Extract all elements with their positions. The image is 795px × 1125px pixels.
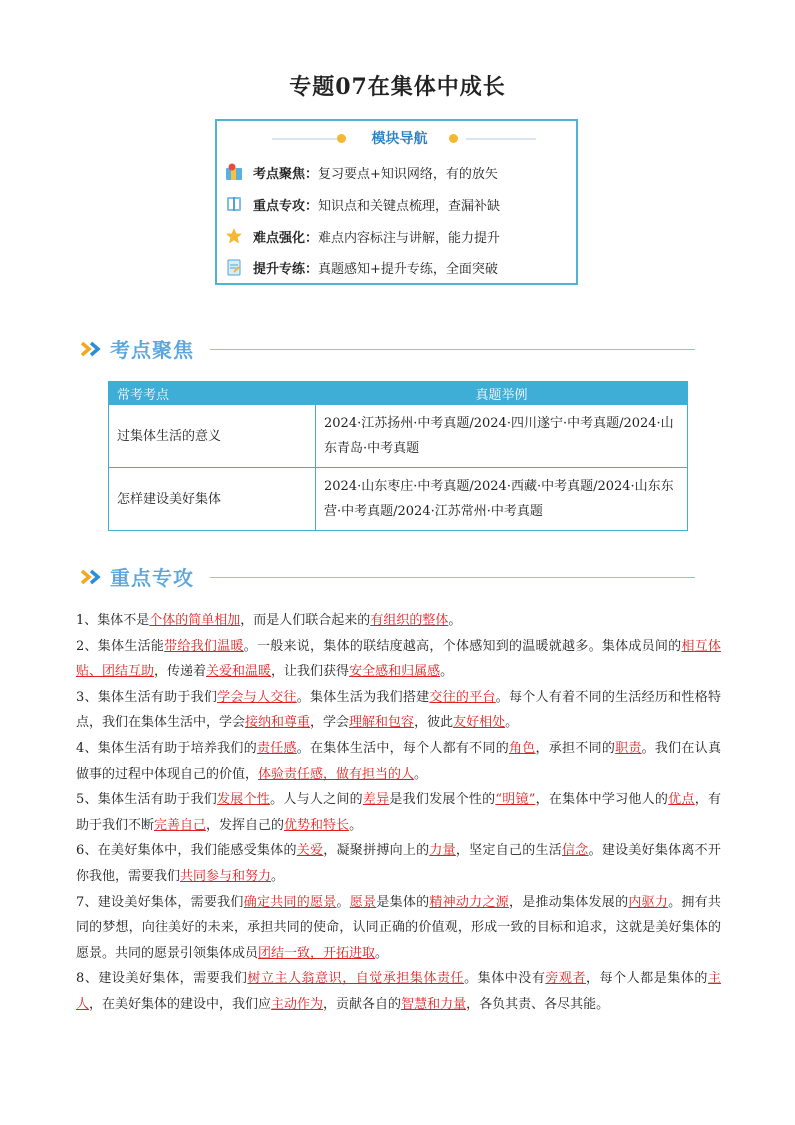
point-text: 3、集体生活有助于我们 <box>76 689 218 705</box>
table-header: 常考考点 <box>109 382 316 405</box>
point-text: 2、集体生活能 <box>76 638 165 654</box>
clipboard-icon <box>225 258 243 276</box>
point-text: ，承担不同的 <box>535 740 616 756</box>
point-text: ，在集体中学习他人的 <box>535 792 669 808</box>
key-point-paragraph <box>76 736 721 787</box>
highlighted-term: 个体的简单相加 <box>149 613 241 628</box>
point-text: 。一般来说，集体的联结度越高，个体感知到的温暖就越多。集体成员间的 <box>243 638 682 654</box>
point-text: 。 <box>375 945 389 961</box>
nav-item-practice: 提升专练 ： 真题感知+提升专练，全面突破 <box>225 256 498 278</box>
point-text: ，每个人都是集体的 <box>586 971 708 987</box>
highlighted-term: 内驱力 <box>628 894 669 910</box>
key-point-paragraph <box>76 838 721 889</box>
point-text: ，贡献各自的 <box>323 996 402 1012</box>
point-text: 。 <box>349 817 363 833</box>
point-text: 。我们在认真做事的过程中体现自己的价值， <box>76 740 721 782</box>
highlighted-term: 确定共同的愿景 <box>243 894 337 910</box>
point-text: ，各负其责、各尽其能。 <box>466 996 610 1012</box>
book-icon <box>225 195 243 213</box>
double-chevron-icon <box>80 340 104 358</box>
dot-icon <box>449 134 458 143</box>
point-text: 。每个人有着不同的生活经历和性格特点，我们在集体生活中，学会 <box>76 689 721 731</box>
key-points-list <box>76 608 721 1018</box>
highlighted-term: 交往的平台 <box>429 689 496 705</box>
highlighted-term: 安全感和归属感 <box>349 664 441 680</box>
point-text: 。集体生活为我们搭建 <box>296 689 430 705</box>
table-row <box>109 405 688 468</box>
highlighted-term: “明镜” <box>495 792 536 808</box>
key-point-paragraph <box>76 890 721 967</box>
point-text: 。建设美好集体离不开你我他，需要我们 <box>76 843 721 884</box>
module-navigation-box <box>215 119 578 285</box>
point-text: 8、建设美好集体，需要我们 <box>76 971 248 987</box>
point-text: 7、建设美好集体，需要我们 <box>76 894 244 910</box>
dot-icon <box>337 134 346 143</box>
exam-points-table <box>108 381 688 531</box>
highlighted-term: 力量 <box>429 843 456 859</box>
point-text: ，学会 <box>310 715 350 731</box>
point-text: 。人与人之间的 <box>270 792 363 808</box>
highlighted-term: 有组织的整体 <box>370 613 449 628</box>
highlighted-term: 理解和包容 <box>349 715 415 731</box>
key-point-paragraph <box>76 966 721 1017</box>
table-cell: 2024·山东枣庄·中考真题/2024·西藏·中考真题/2024·山东东营·中考真题/2024·江苏常州·中考真题 <box>316 468 688 531</box>
key-point-paragraph <box>76 685 721 736</box>
page-title: 专题07在集体中成长 <box>289 74 506 100</box>
key-point-paragraph <box>76 608 721 634</box>
highlighted-term: 树立主人翁意识，自觉承担集体责任 <box>247 971 465 987</box>
map-icon <box>225 163 243 181</box>
nav-item-key: 重点专攻 ： 知识点和关键点梳理，查漏补缺 <box>225 193 500 215</box>
point-text: ，而是人们联合起来的 <box>240 613 371 628</box>
point-text: 是我们发展个性的 <box>389 792 496 808</box>
nav-item-difficult: 难点强化 ： 难点内容标注与讲解，能力提升 <box>225 225 500 247</box>
highlighted-term: 信念 <box>562 843 589 859</box>
point-text: 。 <box>414 766 428 782</box>
highlighted-term: 角色 <box>508 740 536 756</box>
point-text: 。 <box>505 715 519 731</box>
highlighted-term: 完善自己 <box>154 817 207 833</box>
highlighted-term: 学会与人交往 <box>217 689 297 705</box>
highlighted-term: 关爱和温暖 <box>206 664 272 680</box>
point-text: 。 <box>448 613 462 628</box>
table-cell: 怎样建设美好集体 <box>109 468 316 531</box>
point-text: 4、集体生活有助于培养我们的 <box>76 740 257 756</box>
point-text: 。 <box>440 664 454 680</box>
highlighted-term: 优势和特长 <box>284 817 350 833</box>
highlighted-term: 优点 <box>668 792 695 808</box>
table-cell: 过集体生活的意义 <box>109 405 316 468</box>
point-text: ，彼此 <box>414 715 454 731</box>
highlighted-term: 体验责任感，做有担当的人 <box>258 766 415 782</box>
highlighted-term: 关爱 <box>296 843 324 859</box>
highlighted-term: 带给我们温暖 <box>164 638 244 654</box>
point-text: ，发挥自己的 <box>206 817 285 833</box>
point-text: 。 <box>336 894 350 910</box>
highlighted-term: 责任感 <box>256 740 297 756</box>
point-text: 。集体中没有 <box>464 971 546 987</box>
highlighted-term: 接纳和尊重 <box>245 715 311 731</box>
point-text: 6、在美好集体中，我们能感受集体的 <box>76 843 297 859</box>
point-text: 。 <box>271 868 285 884</box>
point-text: ，让我们获得 <box>271 664 350 680</box>
point-text: ，传递着 <box>154 664 207 680</box>
highlighted-term: 愿景 <box>349 894 377 910</box>
table-header: 真题举例 <box>316 382 688 405</box>
highlighted-term: 共同参与和努力 <box>180 868 272 884</box>
section-title: 考点聚焦 <box>110 338 194 362</box>
section-header-key <box>80 562 695 592</box>
highlighted-term: 差异 <box>362 792 390 808</box>
highlighted-term: 团结一致，开拓进取 <box>258 945 376 961</box>
table-cell: 2024·江苏扬州·中考真题/2024·四川遂宁·中考真题/2024·山东青岛·中考真题 <box>316 405 688 468</box>
point-text: 。拥有共同的梦想，向往美好的未来，承担共同的使命，认同正确的价值观，形成一致的目标和追求，这就是美好集体的愿景。共同的愿景引领集体成员 <box>76 894 721 961</box>
point-text: 是集体的 <box>376 894 430 910</box>
point-text: 5、集体生活有助于我们 <box>76 792 218 808</box>
point-text: ，坚定自己的生活 <box>455 843 563 859</box>
point-text: ，是推动集体发展的 <box>508 894 629 910</box>
key-point-paragraph <box>76 787 721 838</box>
point-text: ，凝聚拼搏向上的 <box>323 843 430 859</box>
section-header-focus <box>80 334 695 364</box>
nav-item-focus: 考点聚焦 ： 复习要点+知识网络，有的放矢 <box>225 161 498 183</box>
double-chevron-icon <box>80 568 104 586</box>
point-text: 。在集体生活中，每个人都有不同的 <box>296 740 509 756</box>
highlighted-term: 主人 <box>76 971 721 1012</box>
highlighted-term: 友好相处 <box>453 715 506 731</box>
point-text: 1、集体不是 <box>76 613 150 628</box>
point-text: ，有助于我们不断 <box>76 792 721 833</box>
point-text: ，在美好集体的建设中，我们应 <box>89 996 272 1012</box>
table-row <box>109 468 688 531</box>
highlighted-term: 职责 <box>615 740 642 756</box>
highlighted-term: 相互体贴、团结互助 <box>76 638 721 680</box>
nav-heading-text: 模块导航 <box>371 131 428 147</box>
key-point-paragraph <box>76 634 721 685</box>
highlighted-term: 发展个性 <box>217 792 271 808</box>
nav-heading <box>217 129 576 149</box>
section-title: 重点专攻 <box>110 566 194 590</box>
star-icon <box>225 227 243 245</box>
highlighted-term: 智慧和力量 <box>401 996 467 1012</box>
highlighted-term: 旁观者 <box>545 971 587 987</box>
highlighted-term: 主动作为 <box>271 996 324 1012</box>
highlighted-term: 精神动力之源 <box>429 894 509 910</box>
